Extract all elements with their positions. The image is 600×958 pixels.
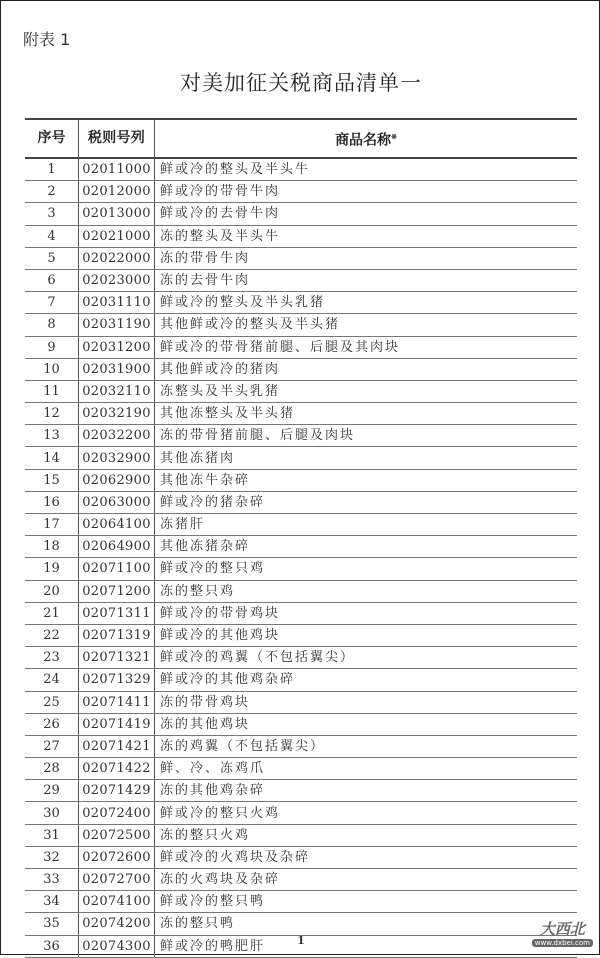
tariff-code: 02074300: [79, 935, 155, 957]
table-row: [25, 403, 577, 425]
row-index: 30: [25, 802, 79, 824]
table-row: [25, 780, 577, 802]
row-index: 5: [25, 247, 79, 269]
table-row: [25, 802, 577, 824]
table-row: [25, 669, 577, 691]
table-row: [25, 647, 577, 669]
product-name: 冻的带骨鸡块: [155, 691, 578, 713]
product-name: 冻的其他鸡块: [155, 713, 578, 735]
table-row: [25, 602, 577, 624]
table-row: [25, 758, 577, 780]
table-row: [25, 536, 577, 558]
tariff-code: 02031900: [79, 358, 155, 380]
row-index: 31: [25, 824, 79, 846]
page-number: 1: [297, 934, 305, 947]
row-index: 26: [25, 713, 79, 735]
row-index: 11: [25, 380, 79, 402]
table-row: [25, 447, 577, 469]
row-index: 22: [25, 624, 79, 646]
tariff-code: 02072700: [79, 869, 155, 891]
tariff-code: 02031190: [79, 314, 155, 336]
product-name: 冻的带骨牛肉: [155, 247, 578, 269]
tariff-code: 02031200: [79, 336, 155, 358]
tariff-code: 02021000: [79, 225, 155, 247]
tariff-code: 02071419: [79, 713, 155, 735]
tariff-code: 02023000: [79, 269, 155, 291]
header-note-mark: ※: [391, 131, 397, 141]
tariff-code: 02032900: [79, 447, 155, 469]
tariff-code: 02011000: [79, 158, 155, 181]
table-row: [25, 514, 577, 536]
tariff-code: 02071329: [79, 669, 155, 691]
tariff-code: 02032190: [79, 403, 155, 425]
tariff-code: 02072600: [79, 846, 155, 868]
table-row: [25, 846, 577, 868]
table-row: [25, 358, 577, 380]
row-index: 34: [25, 891, 79, 913]
tariff-code: 02013000: [79, 203, 155, 225]
row-index: 19: [25, 558, 79, 580]
row-index: 9: [25, 336, 79, 358]
product-name: 鲜或冷的鸡翼（不包括翼尖）: [155, 647, 578, 669]
product-name: 其他冻整头及半头猪: [155, 403, 578, 425]
row-index: 2: [25, 181, 79, 203]
tariff-code: 02072500: [79, 824, 155, 846]
tariff-code: 02032200: [79, 425, 155, 447]
row-index: 7: [25, 292, 79, 314]
tariff-code: 02071200: [79, 580, 155, 602]
table-row: [25, 269, 577, 291]
table-row: [25, 691, 577, 713]
row-index: 33: [25, 869, 79, 891]
table-row: [25, 891, 577, 913]
row-index: 32: [25, 846, 79, 868]
row-index: 35: [25, 913, 79, 935]
product-name: 其他鲜或冷的猪肉: [155, 358, 578, 380]
row-index: 27: [25, 735, 79, 757]
table-row: [25, 558, 577, 580]
row-index: 3: [25, 203, 79, 225]
product-name: 其他冻猪杂碎: [155, 536, 578, 558]
table-row: [25, 181, 577, 203]
page-title: 对美加征关税商品清单一: [180, 71, 422, 95]
product-name: 冻的带骨猪前腿、后腿及肉块: [155, 425, 578, 447]
row-index: 15: [25, 469, 79, 491]
table-row: [25, 425, 577, 447]
tariff-code: 02071421: [79, 735, 155, 757]
watermark-logo: [532, 918, 593, 947]
table-row: [25, 380, 577, 402]
tariff-code: 02071422: [79, 758, 155, 780]
product-name: 其他冻猪肉: [155, 447, 578, 469]
header-index: 序号: [25, 119, 79, 158]
row-index: 8: [25, 314, 79, 336]
tariff-code: 02012000: [79, 181, 155, 203]
tariff-code: 02071411: [79, 691, 155, 713]
table-row: [25, 869, 577, 891]
product-name: 冻的整只鸭: [155, 913, 578, 935]
tariff-code: 02074100: [79, 891, 155, 913]
tariff-code: 02062900: [79, 469, 155, 491]
row-index: 16: [25, 491, 79, 513]
row-index: 36: [25, 935, 79, 957]
product-name: 冻的火鸡块及杂碎: [155, 869, 578, 891]
product-name: 鲜或冷的整只鸭: [155, 891, 578, 913]
product-name: 鲜或冷的其他鸡块: [155, 624, 578, 646]
product-name: 冻的其他鸡杂碎: [155, 780, 578, 802]
row-index: 10: [25, 358, 79, 380]
product-name: 鲜或冷的整头及半头牛: [155, 158, 578, 181]
row-index: 24: [25, 669, 79, 691]
row-index: 28: [25, 758, 79, 780]
table-row: [25, 913, 577, 935]
row-index: 12: [25, 403, 79, 425]
tariff-code: 02071321: [79, 647, 155, 669]
row-index: 6: [25, 269, 79, 291]
table-row: [25, 203, 577, 225]
tariff-code: 02064100: [79, 514, 155, 536]
table-row: [25, 292, 577, 314]
table-row: [25, 336, 577, 358]
row-index: 21: [25, 602, 79, 624]
product-name: 冻的去骨牛肉: [155, 269, 578, 291]
row-index: 14: [25, 447, 79, 469]
product-name: 鲜或冷的整只火鸡: [155, 802, 578, 824]
product-name: 其他冻牛杂碎: [155, 469, 578, 491]
product-name: 冻的鸡翼（不包括翼尖）: [155, 735, 578, 757]
table-row: [25, 247, 577, 269]
product-name: 鲜或冷的猪杂碎: [155, 491, 578, 513]
row-index: 4: [25, 225, 79, 247]
table-row: [25, 491, 577, 513]
tariff-code: 02072400: [79, 802, 155, 824]
watermark-url: www.dxbei.com: [532, 939, 593, 947]
row-index: 17: [25, 514, 79, 536]
row-index: 18: [25, 536, 79, 558]
table-row: [25, 314, 577, 336]
table-row: [25, 225, 577, 247]
table-body: [25, 158, 577, 957]
row-index: 29: [25, 780, 79, 802]
tariff-code: 02071429: [79, 780, 155, 802]
table-row: [25, 624, 577, 646]
table-row: [25, 469, 577, 491]
tariff-code: 02022000: [79, 247, 155, 269]
tariff-code: 02071319: [79, 624, 155, 646]
product-name: 鲜或冷的鸭肥肝: [155, 935, 578, 957]
header-name-text: 商品名称: [335, 132, 392, 149]
table-row: [25, 158, 577, 181]
header-code: 税则号列: [79, 119, 155, 158]
product-name: 冻的整只火鸡: [155, 824, 578, 846]
product-name: 冻整头及半头乳猪: [155, 380, 578, 402]
appendix-label: 附表 1: [23, 30, 71, 49]
product-name: 鲜或冷的其他鸡杂碎: [155, 669, 578, 691]
tariff-code: 02063000: [79, 491, 155, 513]
tariff-code: 02031110: [79, 292, 155, 314]
row-index: 1: [25, 158, 79, 181]
product-name: 鲜或冷的火鸡块及杂碎: [155, 846, 578, 868]
product-name: 其他鲜或冷的整头及半头猪: [155, 314, 578, 336]
product-name: 鲜或冷的带骨牛肉: [155, 181, 578, 203]
product-name: 鲜或冷的整头及半头乳猪: [155, 292, 578, 314]
product-name: 鲜或冷的带骨鸡块: [155, 602, 578, 624]
product-name: 鲜或冷的带骨猪前腿、后腿及其肉块: [155, 336, 578, 358]
header-name: [155, 119, 578, 158]
tariff-table: [25, 118, 577, 958]
tariff-code: 02064900: [79, 536, 155, 558]
tariff-code: 02032110: [79, 380, 155, 402]
row-index: 20: [25, 580, 79, 602]
row-index: 23: [25, 647, 79, 669]
table-header-row: [25, 119, 577, 158]
product-name: 鲜或冷的去骨牛肉: [155, 203, 578, 225]
product-name: 鲜、冷、冻鸡爪: [155, 758, 578, 780]
table-row: [25, 824, 577, 846]
table-row: [25, 735, 577, 757]
watermark-text: 大西北: [539, 920, 585, 938]
table-row: [25, 580, 577, 602]
tariff-code: 02074200: [79, 913, 155, 935]
row-index: 13: [25, 425, 79, 447]
product-name: 冻的整头及半头牛: [155, 225, 578, 247]
table-row: [25, 713, 577, 735]
row-index: 25: [25, 691, 79, 713]
product-name: 冻猪肝: [155, 514, 578, 536]
tariff-code: 02071311: [79, 602, 155, 624]
tariff-code: 02071100: [79, 558, 155, 580]
product-name: 冻的整只鸡: [155, 580, 578, 602]
product-name: 鲜或冷的整只鸡: [155, 558, 578, 580]
